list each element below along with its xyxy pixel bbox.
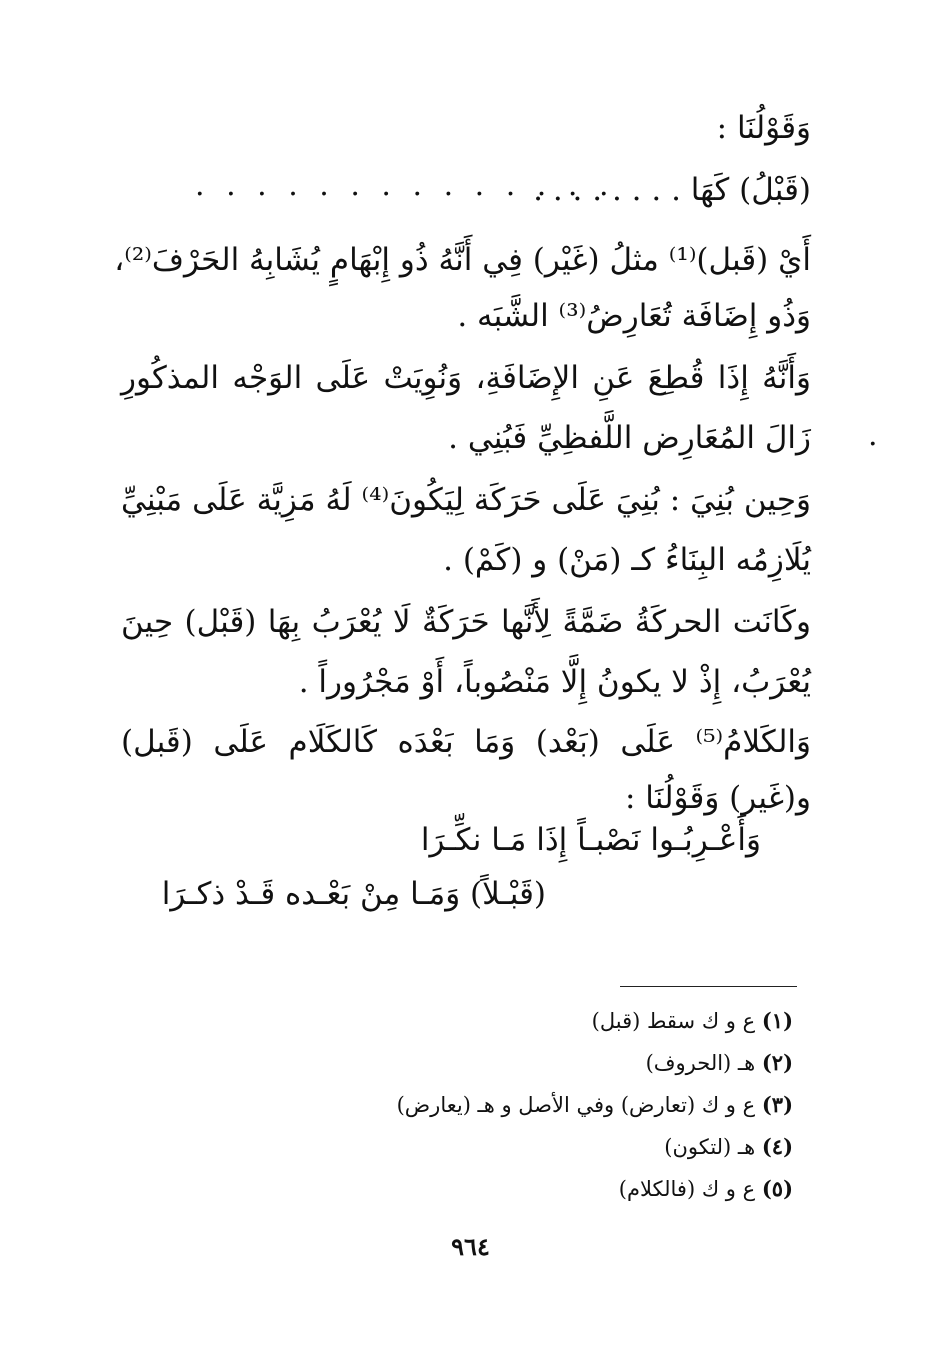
footnote-text: هـ (الحروف) [645,1051,756,1075]
footnote-number: (٤) [761,1134,793,1159]
text-line-3: أَيْ (قَبل)⁽¹⁾ مثلُ (غَيْر) فِي أَنَّهُ ذُو إِبْهَامٍ يُشَابِهُ الحَرْفَ⁽²⁾، [114,242,811,278]
footnote-number: (١) [761,1008,793,1033]
text-line-6: زَالَ المُعَارِض اللَّفظِيِّ فَبُنِي . [448,420,811,456]
text-line-7: وَحِين بُنِيَ : بُنِيَ عَلَى حَرَكَة لِيَكُونَ⁽⁴⁾ لَهُ مَزِيَّة عَلَى مَبْنِيِّ [121,482,811,518]
text-line-5: وَأَنَّهُ إِذَا قُطِعَ عَنِ الإِضَافَةِ، وَنُوِيَتْ عَلَى الوَجْه المذكُورِ [121,360,811,396]
text-line-1: وَقَوْلُنَا : [716,110,811,146]
footnote-number: (٣) [761,1092,793,1117]
margin-dot: . [868,418,878,453]
footnote-2 [193,1042,793,1084]
poem-line-1: وَأَعْـرِبُـوا نَصْبـاً إِذَا مَـا نكِّـرَا [420,822,761,858]
text-line-12: و(غَير) وَقَوْلُنَا : [624,780,811,816]
footnote-number: (٢) [761,1050,793,1075]
text-line-4: وَذُو إِضَافَة تُعَارِضُ⁽³⁾ الشَّبَه . [457,298,811,334]
ellipsis-dots: . . . . . . . . . . . . . . [195,168,615,203]
text-line-2: (قَبْلُ) كَهَا . . . . . . . . [533,172,811,208]
footnote-5 [193,1168,793,1210]
text-line-11: وَالكَلامُ⁽⁵⁾ عَلَى (بَعْد) وَمَا بَعْدَه كَالكَلَام عَلَى (قَبل) [121,724,811,760]
footnote-text: ع و ك (فالكلام) [618,1177,756,1201]
footnote-1 [193,1000,793,1042]
text-line-9: وكَانَت الحركَةُ ضَمَّةً لِأَنَّها حَرَكَةٌ لَا يُعْرَبُ بِهَا (قَبْل) حِينَ [121,604,811,640]
page-number: ٩٦٤ [451,1232,490,1261]
footnote-4 [193,1126,793,1168]
footnote-text: ع و ك (تعارض) وفي الأصل و هـ (يعارض) [396,1093,756,1117]
text-line-10: يُعْرَبُ، إِذْ لا يكونُ إِلَّا مَنْصُوباً، أَوْ مَجْرُوراً . [298,664,811,700]
poem-line-2: (قَبْـلاً) وَمَـا مِنْ بَعْـده قَـدْ ذكـرَا [161,876,546,912]
footnote-text: هـ (لتكون) [664,1135,756,1159]
footnotes [193,1000,793,1210]
footnote-number: (٥) [761,1176,793,1201]
text-line-8: يُلَازِمُه البِنَاءُ كـ (مَنْ) و (كَمْ) . [443,542,811,578]
footnote-text: ع و ك سقط (قبل) [591,1009,756,1033]
footnote-separator [620,986,797,987]
footnote-3 [193,1084,793,1126]
